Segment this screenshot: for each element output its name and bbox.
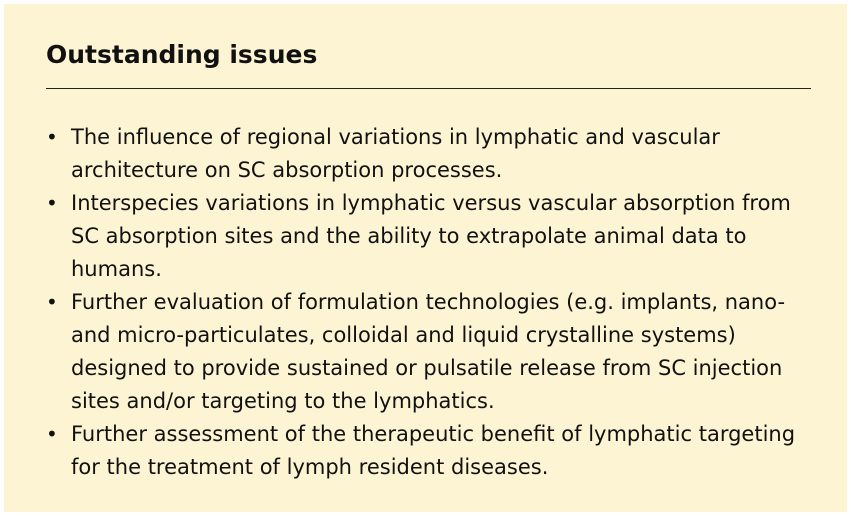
list-item-text: Further assessment of the therapeutic benefit of lymphatic targeting for the treatment of lymph resident diseases.: [71, 422, 796, 479]
list-item: [46, 418, 816, 484]
bullet-icon: •: [46, 191, 58, 215]
box-title: Outstanding issues: [46, 40, 318, 69]
title-divider: [46, 88, 811, 89]
issues-list: [46, 121, 816, 484]
bullet-icon: •: [46, 125, 58, 149]
bullet-icon: •: [46, 422, 58, 446]
list-item: [46, 121, 816, 187]
list-item-text: The influence of regional variations in lymphatic and vascular architecture on SC absorption processes.: [71, 125, 720, 182]
list-item-text: Further evaluation of formulation technologies (e.g. implants, nano- and micro-particulates, colloidal and liquid crystalline systems) designed to provide sustained or pulsatile release from SC injection sites and/or targeting to the lymphatics.: [71, 290, 786, 413]
list-item: [46, 187, 816, 286]
bullet-icon: •: [46, 290, 58, 314]
outstanding-issues-box: [4, 4, 847, 512]
list-item-text: Interspecies variations in lymphatic versus vascular absorption from SC absorption sites and the ability to extrapolate animal data to humans.: [71, 191, 791, 281]
list-item: [46, 286, 816, 418]
